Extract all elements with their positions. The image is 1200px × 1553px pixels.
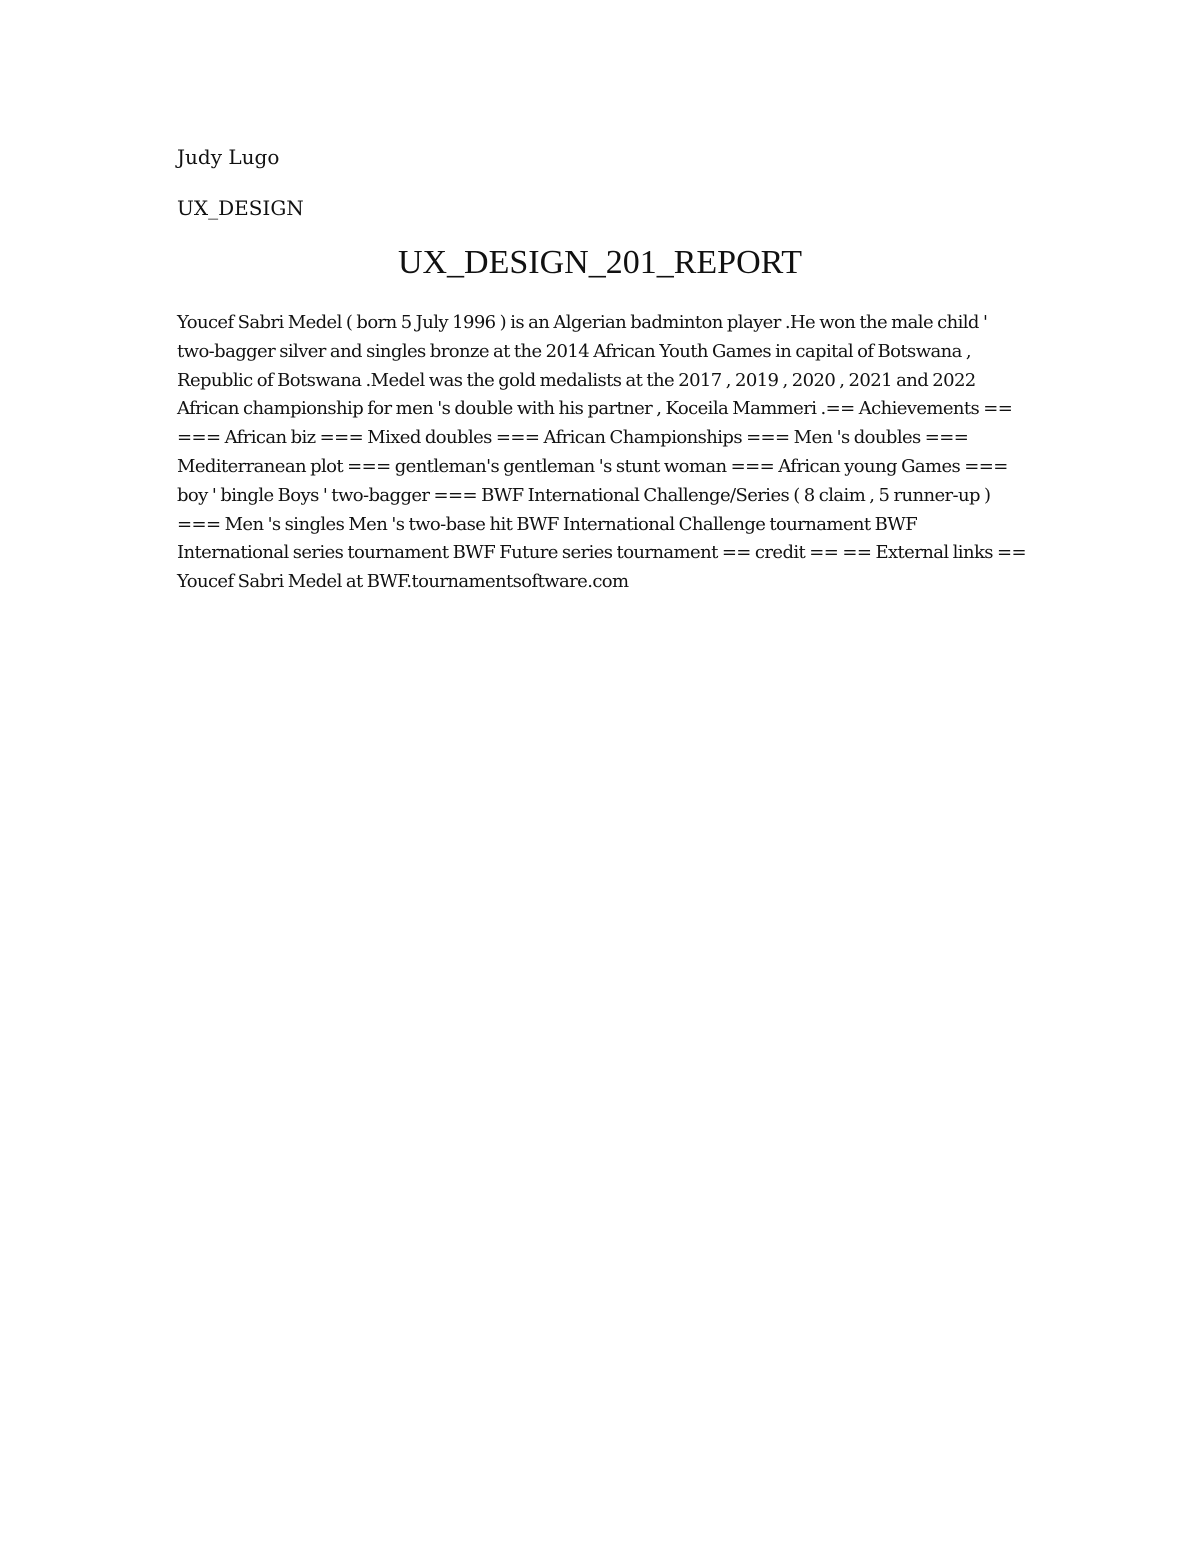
course-name: UX_DESIGN — [177, 196, 304, 220]
author-name: Judy Lugo — [177, 145, 280, 169]
report-title: UX_DESIGN_201_REPORT — [397, 244, 803, 281]
report-body-paragraph: Youcef Sabri Medel ( born 5 July 1996 ) is an Algerian badminton player .He won the male child ' two-bagger silver and singles bronze at the 2014 African Youth Games in capital of Botswana , Republic of Botswana .Medel was the gold medalists at the 2017 , 2019 , 2020 , 2021 and 2022 African championship for men 's double with his partner , Koceila Mammeri .== Achievements == === African biz === Mixed doubles === African Championships === Men 's doubles === Mediterranean plot === gentleman's gentleman 's stunt woman === African young Games === boy ' bingle Boys ' two-bagger === BWF International Challenge/Series ( 8 claim , 5 runner-up ) === Men 's singles Men 's two-base hit BWF International Challenge tournament BWF International series tournament BWF Future series tournament == credit == == External links == Youcef Sabri Medel at BWF.tournamentsoftware.com — [177, 312, 1026, 593]
